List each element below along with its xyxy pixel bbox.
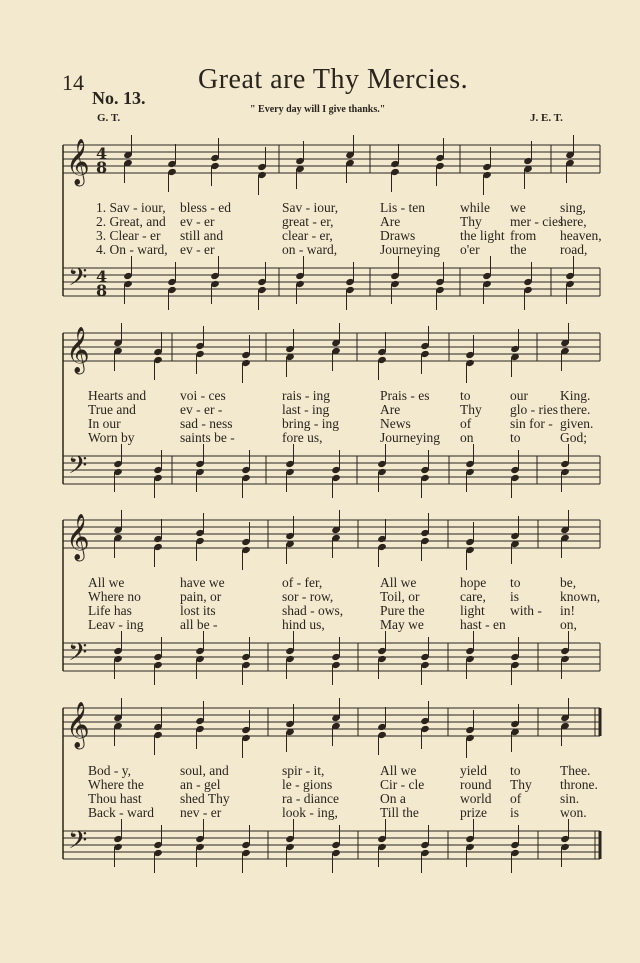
lyric-word: ev - er [180,242,215,257]
lyric-word: be, [560,575,577,590]
lyric-word: to [460,388,471,403]
lyric-word: throne. [560,777,598,792]
lyric-word: On a [380,791,406,806]
lyric-word: road, [560,242,588,257]
lyric-word: have we [180,575,225,590]
lyric-word: sor - row, [282,589,334,604]
lyric-word: care, [460,589,486,604]
lyric-word: Are [380,402,401,417]
lyric-word: sin for - [510,416,553,431]
lyric-word: bring - ing [282,416,339,431]
lyric-word: Draws [380,228,416,243]
lyric-word: won. [560,805,587,820]
lyric-word: last - ing [282,402,330,417]
lyric-word: an - gel [180,777,221,792]
lyric-word: known, [560,589,601,604]
bass-clef: 𝄢 [68,826,88,861]
lyric-word: All we [380,575,417,590]
treble-time-signature-bottom: 8 [96,158,108,177]
lyric-word: we [510,200,526,215]
lyric-word: God; [560,430,587,445]
lyric-word: our [510,388,528,403]
lyric-word: sad - ness [180,416,233,431]
lyric-word: the [510,242,527,257]
bass-time-signature-bottom: 8 [96,281,108,300]
lyric-word: hast - en [460,617,506,632]
treble-clef: 𝄞 [66,514,90,560]
lyric-word: lost its [180,603,216,618]
lyric-word: look - ing, [282,805,338,820]
lyric-word: Thy [510,777,532,792]
lyric-word: rais - ing [282,388,330,403]
lyric-word: Thee. [560,763,591,778]
lyric-word: Life has [88,603,132,618]
lyric-word: Cir - cle [380,777,425,792]
lyric-word: is [510,805,520,820]
lyric-word: King. [560,388,591,403]
lyric-word: while [460,200,490,215]
lyric-word: Sav - iour, [282,200,339,215]
lyric-word: In our [88,416,121,431]
lyric-word: of - fer, [282,575,323,590]
lyric-word: All we [88,575,125,590]
lyric-word: to [510,430,521,445]
lyric-word: glo - ries [510,402,558,417]
lyric-word: Thou hast [88,791,142,806]
lyric-word: Back - ward [88,805,154,820]
lyric-word: on [460,430,474,445]
lyric-word: sing, [560,200,586,215]
lyric-word: mer - cies [510,214,564,229]
bass-clef: 𝄢 [68,638,88,673]
lyric-word: light [460,603,485,618]
lyric-word: ev - er [180,214,215,229]
lyric-word: to [510,575,521,590]
lyric-word: Worn by [88,430,135,445]
lyric-word: Lis - ten [380,200,425,215]
lyric-word: 4. On - ward, [96,242,168,257]
lyric-word: Are [380,214,401,229]
lyric-word: May we [380,617,424,632]
lyric-word: Hearts and [88,388,147,403]
lyric-word: Journeying [380,242,440,257]
hymn-title: Great are Thy Mercies. [198,64,469,95]
bass-time-signature-top: 4 [96,267,108,286]
lyric-word: hope [460,575,487,590]
lyric-word: Thy [460,402,482,417]
treble-clef: 𝄞 [66,139,90,185]
epigraph: " Every day will I give thanks." [250,104,386,115]
lyric-word: to [510,763,521,778]
lyric-word: from [510,228,537,243]
lyric-word: fore us, [282,430,323,445]
lyric-word: of [460,416,472,431]
lyric-word: bless - ed [180,200,231,215]
lyric-word: with - [510,603,542,618]
lyric-word: 3. Clear - er [96,228,161,243]
lyric-word: sin. [560,791,580,806]
page-number: 14 [62,70,84,95]
lyric-word: All we [380,763,417,778]
lyric-word: hind us, [282,617,325,632]
lyric-word: yield [460,763,487,778]
lyric-word: on - ward, [282,242,338,257]
lyric-word: clear - er, [282,228,333,243]
lyric-word: 2. Great, and [96,214,166,229]
lyric-word: ev - er - [180,402,223,417]
lyric-word: spir - it, [282,763,325,778]
lyric-word: round [460,777,492,792]
lyric-word: Toil, or [380,589,420,604]
lyric-word: still and [180,228,224,243]
composer-initials: J. E. T. [530,112,563,124]
lyric-word: all be - [180,617,218,632]
lyric-word: is [510,589,520,604]
lyric-word: ra - diance [282,791,339,806]
lyric-word: the light [460,228,505,243]
lyric-word: heaven, [560,228,602,243]
lyric-word: 1. Sav - iour, [96,200,166,215]
lyric-word: great - er, [282,214,334,229]
lyric-word: saints be - [180,430,235,445]
lyricist-initials: G. T. [97,112,121,124]
lyric-word: in! [560,603,575,618]
treble-clef: 𝄞 [66,327,90,373]
lyric-word: world [460,791,492,806]
lyric-word: soul, and [180,763,229,778]
lyric-word: nev - er [180,805,222,820]
lyric-word: le - gions [282,777,333,792]
lyric-word: shed Thy [180,791,230,806]
lyric-word: News [380,416,411,431]
lyric-word: Prais - es [380,388,430,403]
lyric-word: on, [560,617,577,632]
lyric-word: Thy [460,214,482,229]
lyric-word: prize [460,805,487,820]
lyric-word: Leav - ing [88,617,144,632]
lyric-word: Pure the [380,603,425,618]
bass-clef: 𝄢 [68,451,88,486]
lyric-word: Where the [88,777,144,792]
lyric-word: o'er [460,242,480,257]
lyric-word: there. [560,402,591,417]
lyric-word: pain, or [180,589,222,604]
lyric-word: here, [560,214,587,229]
lyric-word: True and [88,402,136,417]
treble-time-signature-top: 4 [96,144,108,163]
lyric-word: Journeying [380,430,440,445]
lyric-word: Where no [88,589,141,604]
lyric-word: shad - ows, [282,603,344,618]
lyric-word: voi - ces [180,388,226,403]
treble-clef: 𝄞 [66,702,90,748]
lyric-word: Bod - y, [88,763,131,778]
bass-clef: 𝄢 [68,263,88,298]
lyric-word: given. [560,416,594,431]
lyric-word: Till the [380,805,419,820]
hymn-number: No. 13. [92,88,146,108]
lyric-word: of [510,791,522,806]
